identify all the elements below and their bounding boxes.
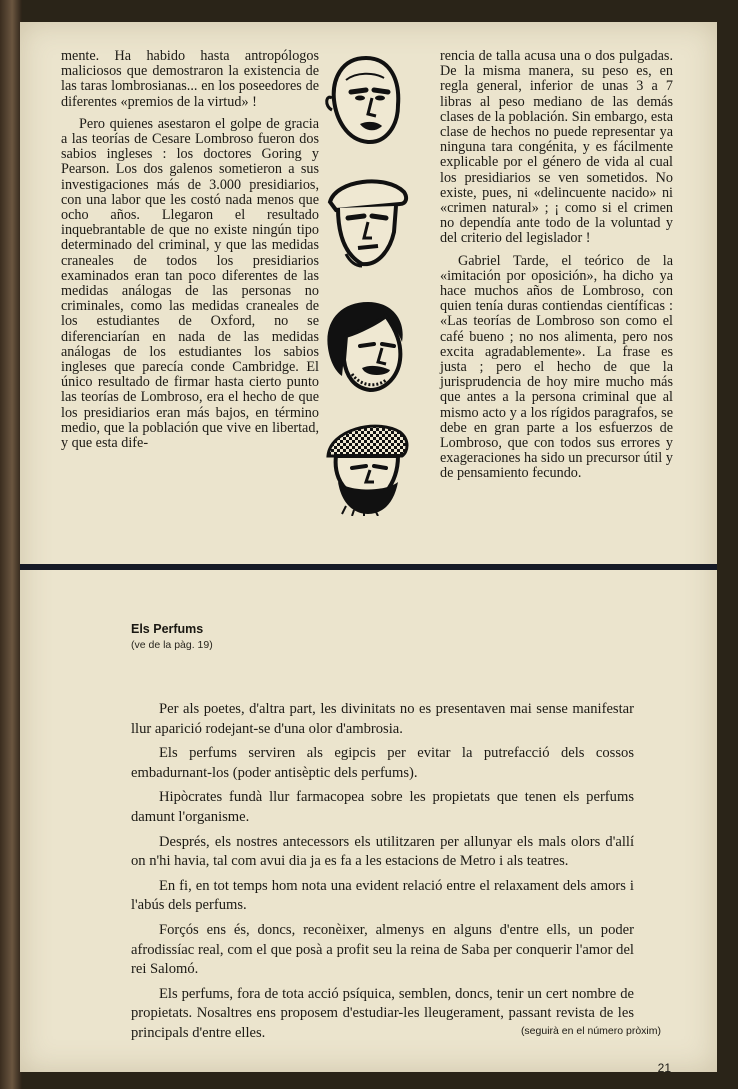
binding-spine [0,0,22,1089]
right-column [440,49,673,489]
left-paragraph-1: mente. Ha habido hasta antropólogos maliciosos que demostraron la existencia de las taras lombrosianas... en los poseedores de diferentes «premios de la virtud» ! [61,48,319,110]
body-paragraph-1: Per als poetes, d'altra part, les divinitats no es presentaven mai sense manifestar llur aparició rodejant-se d'una olor d'ambrosia. [131,701,634,737]
body-paragraph-4: Després, els nostres antecessors els utilitzaren per allunyar els mals olors d'allí on n'hi havia, tal com avui dia ja es fa a les estacions de Metro i als teatres. [131,833,634,870]
capped-man-face-icon [316,172,416,272]
bottom-article [20,582,717,1075]
top-article [20,22,717,562]
article-body [131,700,634,1049]
article-continuation-note: (ve de la pàg. 19) [131,639,213,651]
page-number: 21 [657,1061,671,1075]
article-title: Els Perfums [131,622,204,636]
left-column [61,49,319,458]
magazine-page [20,22,717,1075]
body-paragraph-6: Forçós ens és, doncs, reconèixer, almenys en alguns d'entre ells, un poder afrodissíac real, com el que posà a profit seu la reina de Saba per conquerir l'amor del rei Salomó. [131,921,634,978]
body-paragraph-3: Hipòcrates fundà llur farmacopea sobre les propietats que tenen els perfums damunt l'organisme. [131,789,634,825]
bald-man-face-icon [316,50,416,150]
right-paragraph-1: rencia de talla acusa una o dos pulgadas. De la misma manera, su peso es, en regla general, inferior de unas 3 a 7 libras al peso mediano de las demás clases de la población. Sin embargo, esta clase de hechos no puede representar ya ninguna tara congénita, y es fácilmente explicable por el género de vida al cual los presidiarios se ven sometidos. No existe, pues, ni «delincuente nacido» ni «crimen natural» ; ¡ como si el crimen no dependía ante todo de la voluntad y del criterio del legislador ! [440,48,673,247]
left-paragraph-2: Pero quienes asestaron el golpe de gracia a las teorías de Cesare Lombroso fueron dos sabios ingleses : los doctores Goring y Pearson. Los dos galenos sometieron a sus investigaciones más de 3.000 presidiarios, con una labor que les costó nada menos que ocho años. Llegaron el resultado inquebrantable de que no existe ningún tipo determinado del criminal, y que las medidas craneales de todos los presidiarios examinados eran tan poco diferentes de las medidas análogas de las personas no criminales, como las medidas craneales de los estudiantes de Oxford, no se diferenciarían en nada de las medidas análogas de los estudiantes los sabios ingleses que parecía conde Cambridge. El único resultado de firmar hasta cierto punto las teorías de Lombroso, era el hecho de que los presidiarios eran más bajos, en término medio, que la población que vive en libertad, y que esta dife- [61,115,319,452]
body-paragraph-2: Els perfums serviren als egipcis per evitar la putrefacció dels cossos embadurnant-los (poder antisèptic dels perfums). [131,745,634,781]
to-be-continued-note: (seguirà en el número pròxim) [520,1025,661,1037]
right-paragraph-2: Gabriel Tarde, el teórico de la «imitación por oposición», ha dicho ya hace muchos años de Lombroso, con quien tenía duras contiendas científicas : «Las teorías de Lombroso son como el café bueno ; no nos alimenta, pero nos excita agradablemente». La frase es justa ; pero el hecho de que la jurisprudencia de hoy mire mucho más que antes a la persona criminal que al mismo acto y a los rígidos paragrafos, se debe en gran parte a los esfuerzos de Lombroso, que con todos sus errores y exageraciones ha sido un precursor útil y de pensamiento fecundo. [440,252,673,482]
body-paragraph-7: Els perfums, fora de tota acció psíquica, semblen, doncs, tenir un cert nombre de propietats. Nosaltres ens proposem d'estudiar-les lleugerament, passant revista de les principals d'entre elles. [131,985,634,1041]
body-paragraph-5: En fi, en tot temps hom nota una evident relació entre el relaxament dels amors i l'abús dels perfums. [131,877,634,914]
caricature-illustrations [316,50,416,520]
section-divider [20,564,717,570]
dark-haired-man-face-icon [316,296,416,396]
checkered-cap-bearded-man-face-icon [316,416,416,516]
